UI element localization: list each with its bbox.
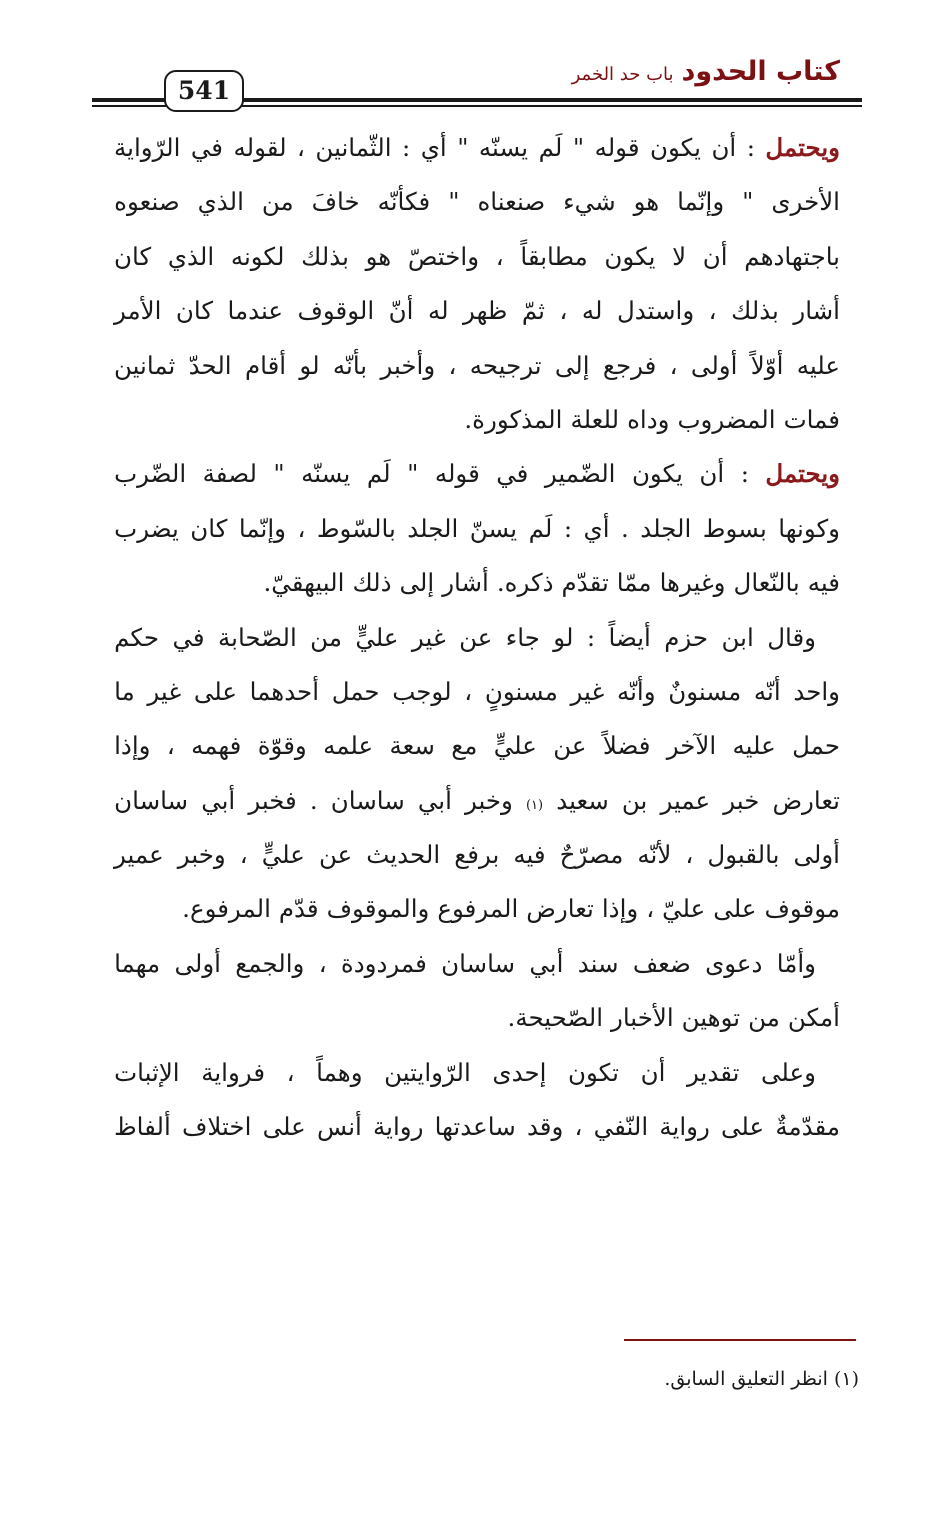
text-line: [114, 296, 840, 350]
word: أن: [711, 133, 737, 162]
word: وكونها: [778, 513, 840, 543]
text-line: [114, 894, 840, 948]
word: ما: [114, 676, 135, 706]
word: تكون: [568, 1057, 619, 1087]
text-line: [114, 1058, 840, 1112]
word: وداه: [627, 404, 670, 434]
word: باجتهادهم: [744, 241, 840, 271]
word: قوله: [594, 133, 640, 162]
word: الأمر: [114, 296, 162, 326]
word: ،: [685, 840, 694, 870]
word: أحدهما: [249, 676, 320, 706]
word: رواية: [659, 1112, 710, 1142]
word: وإنّما: [677, 187, 725, 217]
word: ساعدتها: [434, 1112, 516, 1142]
word: بذلك: [301, 241, 349, 271]
word: وقال: [767, 622, 816, 652]
word: في: [496, 459, 529, 489]
word: هو: [633, 187, 660, 217]
word: أوّلاً: [750, 350, 784, 380]
word: ،: [574, 1112, 583, 1142]
word: في: [172, 622, 205, 652]
word: أي: [420, 133, 447, 162]
word: أنس: [316, 1112, 362, 1142]
page-header: [92, 50, 862, 110]
text-line: [114, 677, 840, 731]
word: مسنونٍ: [484, 676, 558, 706]
word: الصّحيحة.: [507, 1003, 604, 1033]
word: برفع: [454, 840, 500, 870]
word: كان: [114, 241, 152, 271]
word: علمه: [323, 731, 374, 761]
word: مهما: [114, 948, 161, 978]
word: الحدّ: [188, 350, 232, 380]
word: المرفوع.: [182, 894, 271, 924]
word: واستدل: [616, 296, 695, 326]
word: المضروب: [677, 404, 776, 434]
word: فضلاً: [602, 731, 651, 761]
word: ": [407, 459, 419, 489]
text-line: [114, 1112, 840, 1166]
word: .: [621, 513, 629, 543]
word: أقام: [244, 350, 287, 380]
text-line: [114, 514, 840, 568]
word: ": [273, 459, 285, 489]
word: غير: [570, 676, 605, 706]
word: يضرب: [114, 513, 179, 543]
keyword: ويحتمل: [765, 459, 840, 489]
word: لكونه: [230, 241, 285, 271]
footnote-separator: [624, 1339, 856, 1341]
word: ،: [495, 241, 504, 271]
word: :: [402, 133, 411, 162]
word: البيهقيّ.: [263, 568, 345, 598]
body-text: [114, 133, 840, 1166]
word: تقدّم: [561, 568, 609, 598]
text-line: [114, 351, 840, 405]
running-title: [572, 56, 840, 87]
word: الأخبار: [611, 1003, 674, 1033]
word: الوقوف: [297, 296, 375, 326]
word: مع: [451, 731, 478, 761]
word: وقد: [526, 1112, 564, 1142]
word: وإذا: [114, 731, 151, 761]
word: ": [457, 133, 469, 162]
word: بالقبول: [707, 840, 780, 870]
word: على: [262, 1112, 306, 1142]
word: سند: [577, 948, 619, 978]
word: ،: [239, 840, 248, 870]
word: فمات: [783, 404, 840, 434]
word: أن: [699, 459, 725, 489]
word: ثمّ: [521, 296, 545, 326]
word: وهماً: [316, 1057, 363, 1087]
book-title: كتاب الحدود: [681, 56, 840, 87]
word: ساسان: [441, 948, 516, 978]
word: ": [572, 133, 585, 162]
word: عندما: [227, 296, 283, 326]
word: بالسّوط: [316, 513, 396, 543]
word: لوجب: [392, 676, 452, 706]
word: توهين: [681, 1003, 741, 1033]
word: شيء: [563, 187, 616, 217]
word: عن: [553, 731, 587, 761]
word: ظهر: [463, 296, 508, 326]
word: الجلد: [407, 513, 459, 543]
word: ذكره.: [496, 568, 554, 598]
word: وخبر: [177, 840, 226, 870]
word: أشار: [793, 296, 840, 326]
text-line: [114, 786, 840, 840]
word: أي: [583, 513, 610, 543]
word: عمير: [114, 840, 164, 870]
word: :: [586, 622, 596, 652]
word: والموقوف: [326, 894, 430, 924]
word: يكون: [604, 241, 656, 271]
word: بن: [621, 785, 648, 815]
text-line: [114, 623, 840, 677]
word: حمل: [331, 676, 380, 706]
text-line: [114, 949, 840, 1003]
text-line: [114, 568, 840, 622]
word: مطابقاً: [520, 241, 588, 271]
word: رواية: [373, 1112, 424, 1142]
word: لأنّه: [637, 840, 672, 870]
word: ابن: [721, 622, 754, 652]
word: عليّ: [662, 894, 706, 924]
word: عليه: [732, 731, 776, 761]
word: وأمّا: [776, 948, 816, 978]
word: ممّا: [616, 568, 652, 598]
word: أشار: [442, 568, 489, 598]
word: كان: [190, 513, 228, 543]
word: خافَ: [311, 187, 360, 217]
word: للعلة: [570, 404, 620, 434]
keyword: ويحتمل: [765, 133, 840, 162]
word: اختلاف: [182, 1112, 252, 1142]
page-number: 541: [164, 70, 244, 112]
word: مسنونٌ: [668, 676, 742, 706]
word: إلى: [554, 350, 590, 380]
word: الضّمير: [544, 459, 616, 489]
word: موقوف: [764, 894, 840, 924]
word: عن: [318, 840, 353, 870]
footnote-ref: (١): [525, 797, 544, 813]
word: الجلد: [640, 513, 692, 543]
word: مصرّحٌ: [559, 840, 624, 870]
word: غير: [147, 676, 182, 706]
word: .: [309, 785, 318, 815]
word: فكأنّه: [377, 187, 431, 217]
word: كان: [175, 296, 214, 326]
word: جاء: [505, 622, 540, 652]
text-line: [114, 187, 840, 241]
word: سعة: [389, 731, 435, 761]
word: الحديث: [366, 840, 441, 870]
word: عليه: [796, 350, 840, 380]
word: الثّمانين: [315, 133, 392, 162]
word: ،: [448, 350, 457, 380]
word: ،: [669, 350, 678, 380]
word: ،: [318, 948, 327, 978]
word: والجمع: [235, 948, 305, 978]
word: أولى: [690, 350, 738, 380]
word: سعيد: [556, 785, 609, 815]
word: وغيرها: [659, 568, 726, 598]
word: لَم: [528, 513, 553, 543]
word: يسنّه: [301, 459, 351, 489]
text-line: [114, 1003, 840, 1057]
word: أبي: [417, 785, 452, 815]
word: عن: [459, 622, 493, 652]
word: أولى: [793, 840, 840, 870]
word: الصّحابة: [218, 622, 297, 652]
word: لقوله: [233, 133, 287, 162]
word: ضعف: [632, 948, 691, 978]
word: أبي: [201, 785, 236, 815]
word: ترجيحه: [469, 350, 542, 380]
word: ساسان: [330, 785, 405, 815]
word: له: [427, 296, 449, 326]
word: وأخبر: [380, 350, 436, 380]
word: واختصّ: [407, 241, 480, 271]
word: وأنّه: [616, 676, 656, 706]
word: المذكورة.: [464, 404, 563, 434]
word: أن: [702, 241, 728, 271]
word: بالنّعال: [733, 568, 800, 598]
word: تعارض: [772, 785, 840, 815]
word: هو: [365, 241, 392, 271]
word: لَم: [366, 459, 391, 489]
word: أن: [640, 1057, 666, 1087]
word: ،: [646, 894, 655, 924]
word: وإذا: [601, 894, 639, 924]
word: :: [563, 513, 573, 543]
word: فخبر: [248, 785, 297, 815]
word: المرفوع: [437, 894, 519, 924]
text-line: [114, 840, 840, 894]
word: لو: [553, 622, 574, 652]
word: بذلك: [731, 296, 779, 326]
word: ذلك: [352, 568, 392, 598]
word: الضّرب: [114, 459, 187, 489]
word: لَم: [538, 133, 563, 162]
word: ،: [464, 676, 473, 706]
text-line: [114, 731, 840, 785]
text-line: [114, 242, 840, 296]
word: :: [746, 133, 755, 162]
word: من: [310, 622, 342, 652]
text-line: [114, 459, 840, 513]
word: عليٍّ: [261, 840, 305, 870]
word: أمكن: [787, 1003, 840, 1033]
word: بسوط: [702, 513, 767, 543]
word: فهمه: [191, 731, 242, 761]
word: تعارض: [526, 894, 594, 924]
word: الآخر: [666, 731, 717, 761]
word: فرواية: [201, 1057, 266, 1087]
word: صنعناه: [477, 187, 546, 217]
word: ثمانين: [114, 350, 176, 380]
word: الإثبات: [114, 1057, 180, 1087]
word: قدّم: [278, 894, 319, 924]
word: ": [742, 187, 754, 217]
word: من: [748, 1003, 780, 1033]
word: ،: [286, 1057, 295, 1087]
text-line: [114, 405, 840, 459]
word: أنّ: [388, 296, 414, 326]
word: ،: [297, 133, 305, 162]
text-line: [114, 133, 840, 187]
word: فيه: [807, 568, 840, 598]
word: وعلى: [761, 1057, 816, 1087]
word: وإنّما: [238, 513, 286, 543]
word: الذي: [167, 241, 215, 271]
word: عليٍّ: [493, 731, 537, 761]
word: لو: [299, 350, 320, 380]
word: إحدى: [492, 1057, 547, 1087]
word: في: [190, 133, 224, 162]
word: يسنّه: [478, 133, 529, 162]
word: غير: [411, 622, 446, 652]
word: وقوّة: [257, 731, 307, 761]
word: حزم: [664, 622, 709, 652]
word: ألفاظ: [114, 1112, 171, 1142]
word: على: [721, 1112, 765, 1142]
word: ،: [166, 731, 175, 761]
word: الأخرى: [771, 187, 840, 217]
word: الذي: [197, 187, 244, 217]
word: خبر: [723, 785, 760, 815]
word: أيضاً: [608, 622, 651, 652]
word: لا: [672, 241, 687, 271]
word: يكون: [631, 459, 683, 489]
word: واحد: [793, 676, 840, 706]
word: على: [193, 676, 237, 706]
word: ،: [708, 296, 717, 326]
word: أبي: [529, 948, 564, 978]
word: حمل: [792, 731, 840, 761]
word: قوله: [434, 459, 480, 489]
chapter-title: باب حد الخمر: [571, 64, 674, 85]
footnote: (١) انظر التعليق السابق.: [664, 1368, 859, 1390]
word: الرّوايتين: [384, 1057, 471, 1087]
word: وخبر: [464, 785, 513, 815]
word: تقدير: [687, 1057, 740, 1087]
word: على: [713, 894, 757, 924]
word: مقدّمةٌ: [775, 1112, 840, 1142]
word: صنعوه: [114, 187, 180, 217]
word: ساسان: [114, 785, 189, 815]
word: ،: [297, 513, 306, 543]
word: الرّواية: [114, 133, 181, 162]
word: :: [740, 459, 749, 489]
word: له: [581, 296, 603, 326]
word: فيه: [513, 840, 546, 870]
word: دعوى: [705, 948, 763, 978]
word: بأنّه: [332, 350, 368, 380]
word: فمردودة: [340, 948, 427, 978]
word: أنّه: [753, 676, 781, 706]
word: يسنّ: [469, 513, 518, 543]
word: لصفة: [202, 459, 257, 489]
word: ": [448, 187, 460, 217]
word: عمير: [660, 785, 711, 815]
word: أولى: [174, 948, 221, 978]
word: النّفي: [593, 1112, 649, 1142]
word: حكم: [114, 622, 160, 652]
word: ،: [559, 296, 568, 326]
word: عليٍّ: [355, 622, 399, 652]
word: يكون: [649, 133, 701, 162]
word: من: [261, 187, 294, 217]
word: إلى: [399, 568, 435, 598]
word: فرجع: [602, 350, 657, 380]
